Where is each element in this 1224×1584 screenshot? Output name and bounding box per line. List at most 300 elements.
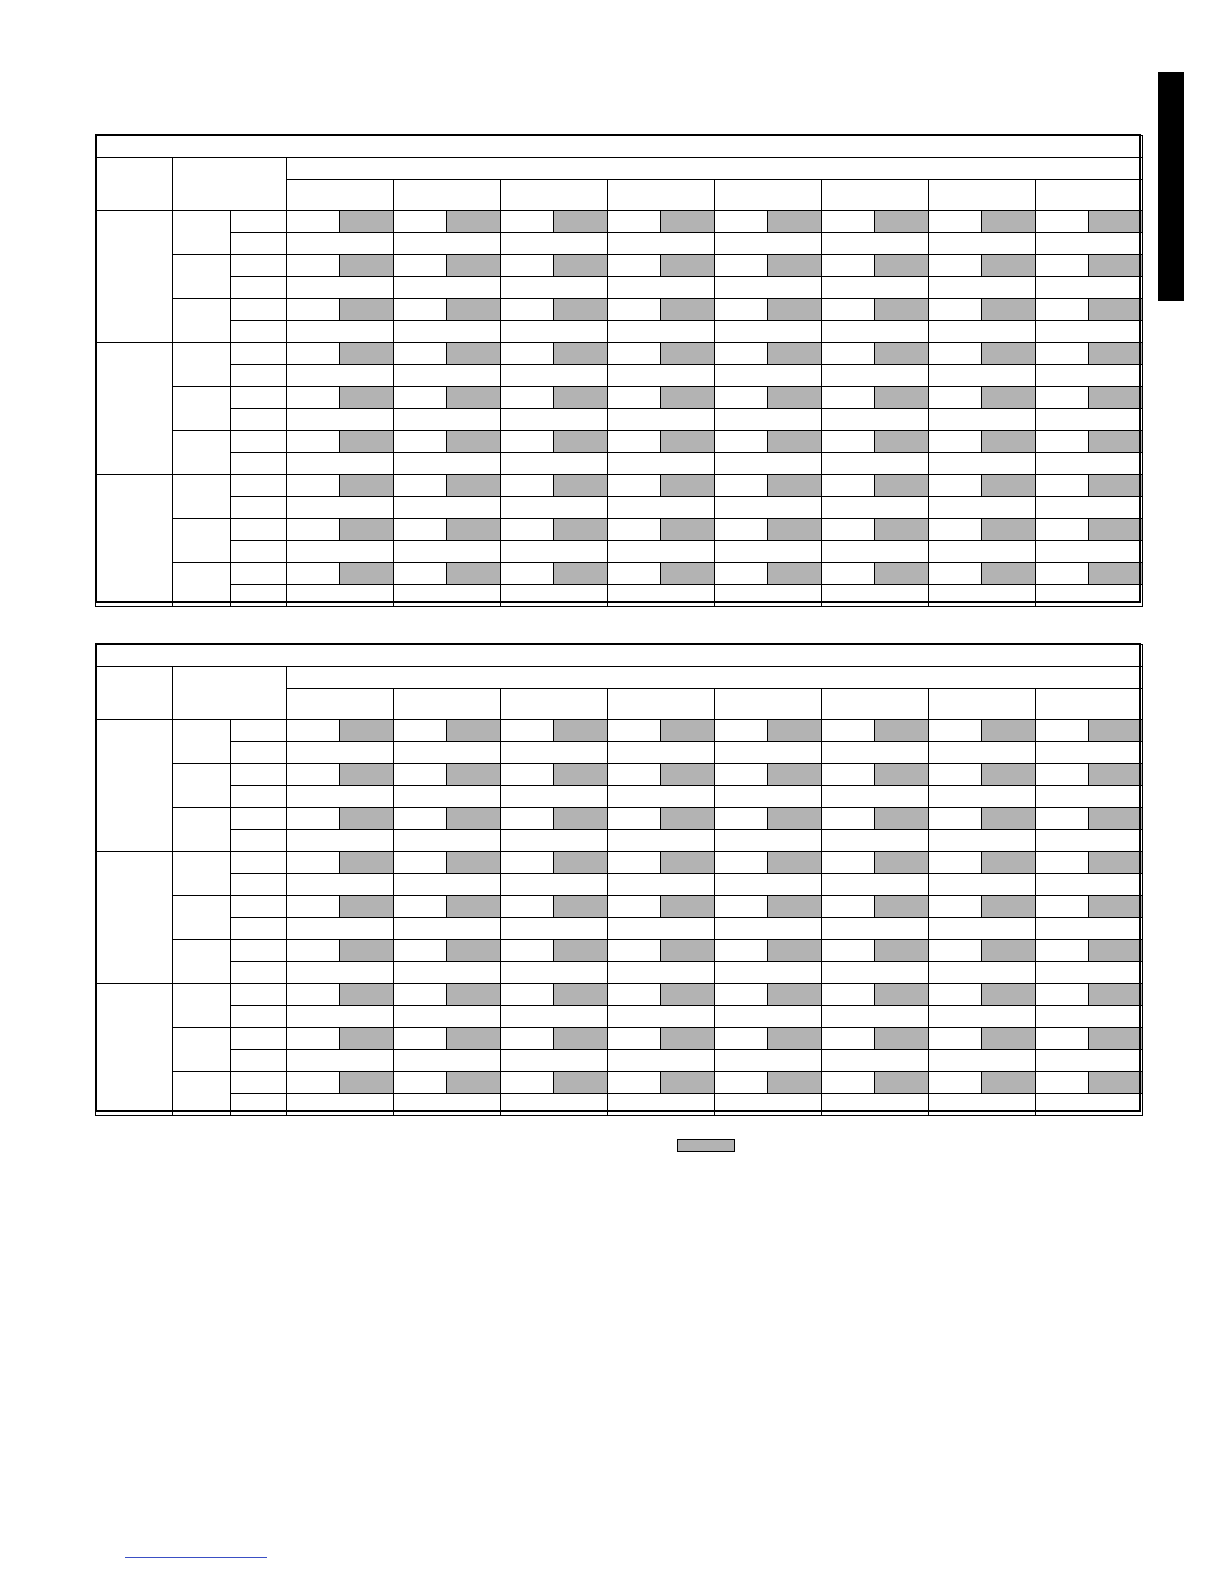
value-cell	[287, 940, 340, 962]
value-cell	[1036, 299, 1089, 321]
shaded-cell	[1089, 519, 1143, 541]
column-header-cell	[394, 689, 501, 720]
merged-value-cell	[715, 233, 822, 255]
row-label-cell	[231, 1094, 287, 1116]
value-cell	[715, 1072, 768, 1094]
shaded-cell	[340, 940, 394, 962]
merged-value-cell	[715, 277, 822, 299]
header-subgroup-cell	[173, 667, 287, 720]
shaded-cell	[340, 1028, 394, 1050]
table-row	[96, 563, 1143, 585]
table-row	[96, 409, 1143, 431]
shaded-cell	[768, 940, 822, 962]
merged-value-cell	[822, 321, 929, 343]
merged-value-cell	[287, 277, 394, 299]
table-row	[96, 918, 1143, 940]
value-cell	[394, 1072, 447, 1094]
row-label-cell	[231, 720, 287, 742]
value-cell	[394, 1028, 447, 1050]
value-cell	[929, 1028, 982, 1050]
merged-value-cell	[608, 541, 715, 563]
merged-value-cell	[1036, 962, 1143, 984]
row-label-cell	[231, 519, 287, 541]
row-subgroup-cell	[173, 475, 231, 519]
value-cell	[501, 211, 554, 233]
value-cell	[1036, 475, 1089, 497]
value-cell	[287, 431, 340, 453]
merged-value-cell	[715, 786, 822, 808]
value-cell	[287, 852, 340, 874]
merged-value-cell	[822, 962, 929, 984]
merged-value-cell	[608, 409, 715, 431]
value-cell	[394, 984, 447, 1006]
table-row	[96, 277, 1143, 299]
shaded-cell	[447, 475, 501, 497]
shaded-cell	[554, 211, 608, 233]
shaded-cell	[768, 519, 822, 541]
shaded-cell	[447, 896, 501, 918]
shaded-cell	[447, 720, 501, 742]
row-label-cell	[231, 1072, 287, 1094]
value-cell	[1036, 519, 1089, 541]
shaded-cell	[340, 519, 394, 541]
table-row	[96, 1094, 1143, 1116]
merged-value-cell	[822, 497, 929, 519]
merged-value-cell	[929, 830, 1036, 852]
value-cell	[608, 519, 661, 541]
merged-value-cell	[501, 497, 608, 519]
shaded-cell	[340, 1072, 394, 1094]
row-label-cell	[231, 343, 287, 365]
merged-value-cell	[394, 233, 501, 255]
value-cell	[394, 387, 447, 409]
table-row	[96, 1072, 1143, 1094]
value-cell	[822, 940, 875, 962]
shaded-cell	[447, 343, 501, 365]
shaded-cell	[1089, 1028, 1143, 1050]
value-cell	[394, 299, 447, 321]
shaded-cell	[661, 720, 715, 742]
merged-value-cell	[394, 321, 501, 343]
shaded-cell	[340, 764, 394, 786]
column-header-cell	[287, 689, 394, 720]
row-label-cell	[231, 940, 287, 962]
shaded-cell	[554, 299, 608, 321]
value-cell	[715, 299, 768, 321]
merged-value-cell	[715, 874, 822, 896]
value-cell	[1036, 808, 1089, 830]
value-cell	[501, 431, 554, 453]
table-row	[96, 321, 1143, 343]
value-cell	[822, 1072, 875, 1094]
shaded-cell	[661, 475, 715, 497]
shaded-cell	[875, 720, 929, 742]
merged-value-cell	[501, 786, 608, 808]
merged-value-cell	[394, 786, 501, 808]
shaded-cell	[875, 343, 929, 365]
shaded-cell	[982, 299, 1036, 321]
table-row	[96, 233, 1143, 255]
shaded-cell	[1089, 299, 1143, 321]
table-row	[96, 808, 1143, 830]
shaded-cell	[447, 563, 501, 585]
value-cell	[608, 940, 661, 962]
merged-value-cell	[715, 585, 822, 607]
shaded-cell	[447, 431, 501, 453]
shaded-cell	[1089, 475, 1143, 497]
row-label-cell	[231, 233, 287, 255]
value-cell	[822, 431, 875, 453]
table-row	[96, 585, 1143, 607]
merged-value-cell	[608, 918, 715, 940]
shaded-cell	[554, 343, 608, 365]
shaded-cell	[661, 1028, 715, 1050]
shaded-cell	[661, 852, 715, 874]
table-row	[96, 1006, 1143, 1028]
value-cell	[394, 431, 447, 453]
shaded-cell	[768, 852, 822, 874]
shaded-cell	[768, 211, 822, 233]
value-cell	[608, 808, 661, 830]
shaded-cell	[661, 519, 715, 541]
merged-value-cell	[501, 541, 608, 563]
merged-value-cell	[929, 742, 1036, 764]
footer-link-rule[interactable]	[125, 1557, 267, 1558]
value-cell	[287, 808, 340, 830]
value-cell	[929, 475, 982, 497]
shaded-cell	[661, 563, 715, 585]
table-row	[96, 365, 1143, 387]
header-row	[96, 667, 1143, 689]
merged-value-cell	[929, 497, 1036, 519]
shaded-cell	[768, 343, 822, 365]
value-cell	[287, 563, 340, 585]
row-group-cell	[96, 984, 173, 1116]
merged-value-cell	[1036, 453, 1143, 475]
shaded-cell	[661, 1072, 715, 1094]
shaded-cell	[768, 299, 822, 321]
value-cell	[715, 764, 768, 786]
merged-value-cell	[929, 786, 1036, 808]
value-cell	[715, 1028, 768, 1050]
value-cell	[287, 720, 340, 742]
merged-value-cell	[929, 277, 1036, 299]
value-cell	[822, 984, 875, 1006]
shaded-cell	[340, 431, 394, 453]
shaded-cell	[340, 984, 394, 1006]
shaded-cell	[661, 255, 715, 277]
merged-value-cell	[501, 321, 608, 343]
merged-value-cell	[501, 1006, 608, 1028]
merged-value-cell	[1036, 1094, 1143, 1116]
shaded-cell	[554, 852, 608, 874]
merged-value-cell	[822, 409, 929, 431]
merged-value-cell	[715, 453, 822, 475]
shaded-cell	[554, 808, 608, 830]
row-label-cell	[231, 1050, 287, 1072]
merged-value-cell	[287, 918, 394, 940]
table-row	[96, 786, 1143, 808]
merged-value-cell	[394, 742, 501, 764]
shaded-cell	[447, 519, 501, 541]
value-cell	[822, 852, 875, 874]
merged-value-cell	[501, 1050, 608, 1072]
merged-value-cell	[608, 830, 715, 852]
merged-value-cell	[929, 541, 1036, 563]
table-row	[96, 255, 1143, 277]
merged-value-cell	[822, 1050, 929, 1072]
shaded-cell	[340, 387, 394, 409]
value-cell	[1036, 255, 1089, 277]
value-cell	[394, 255, 447, 277]
row-group-cell	[96, 343, 173, 475]
shaded-cell	[554, 720, 608, 742]
value-cell	[394, 343, 447, 365]
value-cell	[608, 387, 661, 409]
value-cell	[608, 475, 661, 497]
shaded-cell	[554, 475, 608, 497]
shaded-cell	[447, 808, 501, 830]
merged-value-cell	[287, 786, 394, 808]
shaded-cell	[340, 343, 394, 365]
row-subgroup-cell	[173, 852, 231, 896]
merged-value-cell	[608, 277, 715, 299]
row-subgroup-cell	[173, 387, 231, 431]
value-cell	[1036, 1072, 1089, 1094]
value-cell	[501, 519, 554, 541]
value-cell	[287, 984, 340, 1006]
row-label-cell	[231, 830, 287, 852]
shaded-cell	[982, 896, 1036, 918]
table-row	[96, 475, 1143, 497]
value-cell	[1036, 387, 1089, 409]
merged-value-cell	[394, 453, 501, 475]
shaded-cell	[982, 808, 1036, 830]
row-subgroup-cell	[173, 519, 231, 563]
header-span-cell	[287, 667, 1143, 689]
shaded-cell	[875, 852, 929, 874]
row-label-cell	[231, 1006, 287, 1028]
shaded-cell	[340, 475, 394, 497]
row-subgroup-cell	[173, 211, 231, 255]
merged-value-cell	[287, 1094, 394, 1116]
value-cell	[929, 852, 982, 874]
row-label-cell	[231, 211, 287, 233]
shaded-cell	[554, 764, 608, 786]
column-header-cell	[1036, 180, 1143, 211]
row-subgroup-cell	[173, 764, 231, 808]
shaded-cell	[875, 299, 929, 321]
merged-value-cell	[822, 453, 929, 475]
shaded-cell	[768, 431, 822, 453]
value-cell	[287, 343, 340, 365]
table-row	[96, 1050, 1143, 1072]
shaded-cell	[1089, 387, 1143, 409]
value-cell	[608, 211, 661, 233]
shaded-cell	[554, 984, 608, 1006]
header-corner-cell	[96, 158, 173, 211]
merged-value-cell	[1036, 409, 1143, 431]
value-cell	[394, 519, 447, 541]
row-group-cell	[96, 211, 173, 343]
value-cell	[608, 984, 661, 1006]
merged-value-cell	[1036, 585, 1143, 607]
value-cell	[715, 984, 768, 1006]
value-cell	[715, 940, 768, 962]
merged-value-cell	[1036, 786, 1143, 808]
legend-shaded-swatch	[677, 1139, 735, 1152]
value-cell	[715, 343, 768, 365]
row-label-cell	[231, 786, 287, 808]
shaded-cell	[875, 563, 929, 585]
shaded-cell	[1089, 211, 1143, 233]
value-cell	[501, 720, 554, 742]
data-table-2	[95, 644, 1143, 1116]
merged-value-cell	[394, 830, 501, 852]
shaded-cell	[554, 940, 608, 962]
merged-value-cell	[822, 365, 929, 387]
merged-value-cell	[822, 1006, 929, 1028]
value-cell	[394, 475, 447, 497]
value-cell	[715, 808, 768, 830]
merged-value-cell	[287, 830, 394, 852]
merged-value-cell	[501, 585, 608, 607]
merged-value-cell	[929, 233, 1036, 255]
value-cell	[929, 896, 982, 918]
table-row	[96, 387, 1143, 409]
merged-value-cell	[715, 541, 822, 563]
merged-value-cell	[929, 321, 1036, 343]
value-cell	[822, 387, 875, 409]
shaded-cell	[1089, 984, 1143, 1006]
value-cell	[287, 1028, 340, 1050]
table-row	[96, 431, 1143, 453]
shaded-cell	[1089, 720, 1143, 742]
table-row	[96, 874, 1143, 896]
merged-value-cell	[394, 1050, 501, 1072]
table-row	[96, 720, 1143, 742]
row-label-cell	[231, 742, 287, 764]
merged-value-cell	[394, 1006, 501, 1028]
row-label-cell	[231, 585, 287, 607]
shaded-cell	[875, 808, 929, 830]
merged-value-cell	[715, 497, 822, 519]
header-subgroup-cell	[173, 158, 287, 211]
shaded-cell	[875, 431, 929, 453]
shaded-cell	[1089, 940, 1143, 962]
value-cell	[608, 1028, 661, 1050]
value-cell	[715, 720, 768, 742]
value-cell	[501, 387, 554, 409]
merged-value-cell	[715, 742, 822, 764]
column-header-cell	[501, 180, 608, 211]
value-cell	[929, 940, 982, 962]
shaded-cell	[982, 431, 1036, 453]
value-cell	[501, 475, 554, 497]
row-subgroup-cell	[173, 343, 231, 387]
merged-value-cell	[501, 830, 608, 852]
shaded-cell	[768, 387, 822, 409]
shaded-cell	[768, 720, 822, 742]
table-row	[96, 343, 1143, 365]
row-label-cell	[231, 431, 287, 453]
value-cell	[608, 764, 661, 786]
merged-value-cell	[929, 1050, 1036, 1072]
value-cell	[1036, 720, 1089, 742]
merged-value-cell	[822, 1094, 929, 1116]
value-cell	[608, 431, 661, 453]
shaded-cell	[875, 519, 929, 541]
merged-value-cell	[715, 321, 822, 343]
value-cell	[822, 1028, 875, 1050]
merged-value-cell	[394, 497, 501, 519]
shaded-cell	[768, 896, 822, 918]
shaded-cell	[554, 387, 608, 409]
merged-value-cell	[822, 233, 929, 255]
shaded-cell	[1089, 808, 1143, 830]
merged-value-cell	[715, 1050, 822, 1072]
row-label-cell	[231, 365, 287, 387]
value-cell	[822, 563, 875, 585]
value-cell	[929, 984, 982, 1006]
value-cell	[287, 519, 340, 541]
table-row	[96, 940, 1143, 962]
merged-value-cell	[608, 453, 715, 475]
value-cell	[929, 387, 982, 409]
table-row	[96, 211, 1143, 233]
column-header-cell	[287, 180, 394, 211]
shaded-cell	[875, 764, 929, 786]
merged-value-cell	[608, 1094, 715, 1116]
shaded-cell	[1089, 343, 1143, 365]
merged-value-cell	[608, 233, 715, 255]
merged-value-cell	[287, 742, 394, 764]
value-cell	[1036, 563, 1089, 585]
shaded-cell	[554, 1028, 608, 1050]
value-cell	[715, 563, 768, 585]
table-title-row	[96, 645, 1143, 667]
shaded-cell	[340, 720, 394, 742]
merged-value-cell	[394, 1094, 501, 1116]
shaded-cell	[768, 475, 822, 497]
column-header-cell	[608, 689, 715, 720]
row-group-cell	[96, 720, 173, 852]
row-label-cell	[231, 321, 287, 343]
value-cell	[715, 519, 768, 541]
merged-value-cell	[608, 365, 715, 387]
merged-value-cell	[501, 962, 608, 984]
shaded-cell	[447, 852, 501, 874]
value-cell	[501, 1072, 554, 1094]
value-cell	[501, 940, 554, 962]
value-cell	[715, 387, 768, 409]
merged-value-cell	[501, 874, 608, 896]
shaded-cell	[982, 852, 1036, 874]
value-cell	[501, 255, 554, 277]
value-cell	[822, 343, 875, 365]
value-cell	[608, 343, 661, 365]
row-subgroup-cell	[173, 1028, 231, 1072]
value-cell	[1036, 940, 1089, 962]
shaded-cell	[554, 519, 608, 541]
value-cell	[501, 896, 554, 918]
shaded-cell	[768, 764, 822, 786]
row-label-cell	[231, 497, 287, 519]
shaded-cell	[1089, 764, 1143, 786]
merged-value-cell	[287, 497, 394, 519]
shaded-cell	[661, 808, 715, 830]
shaded-cell	[875, 211, 929, 233]
